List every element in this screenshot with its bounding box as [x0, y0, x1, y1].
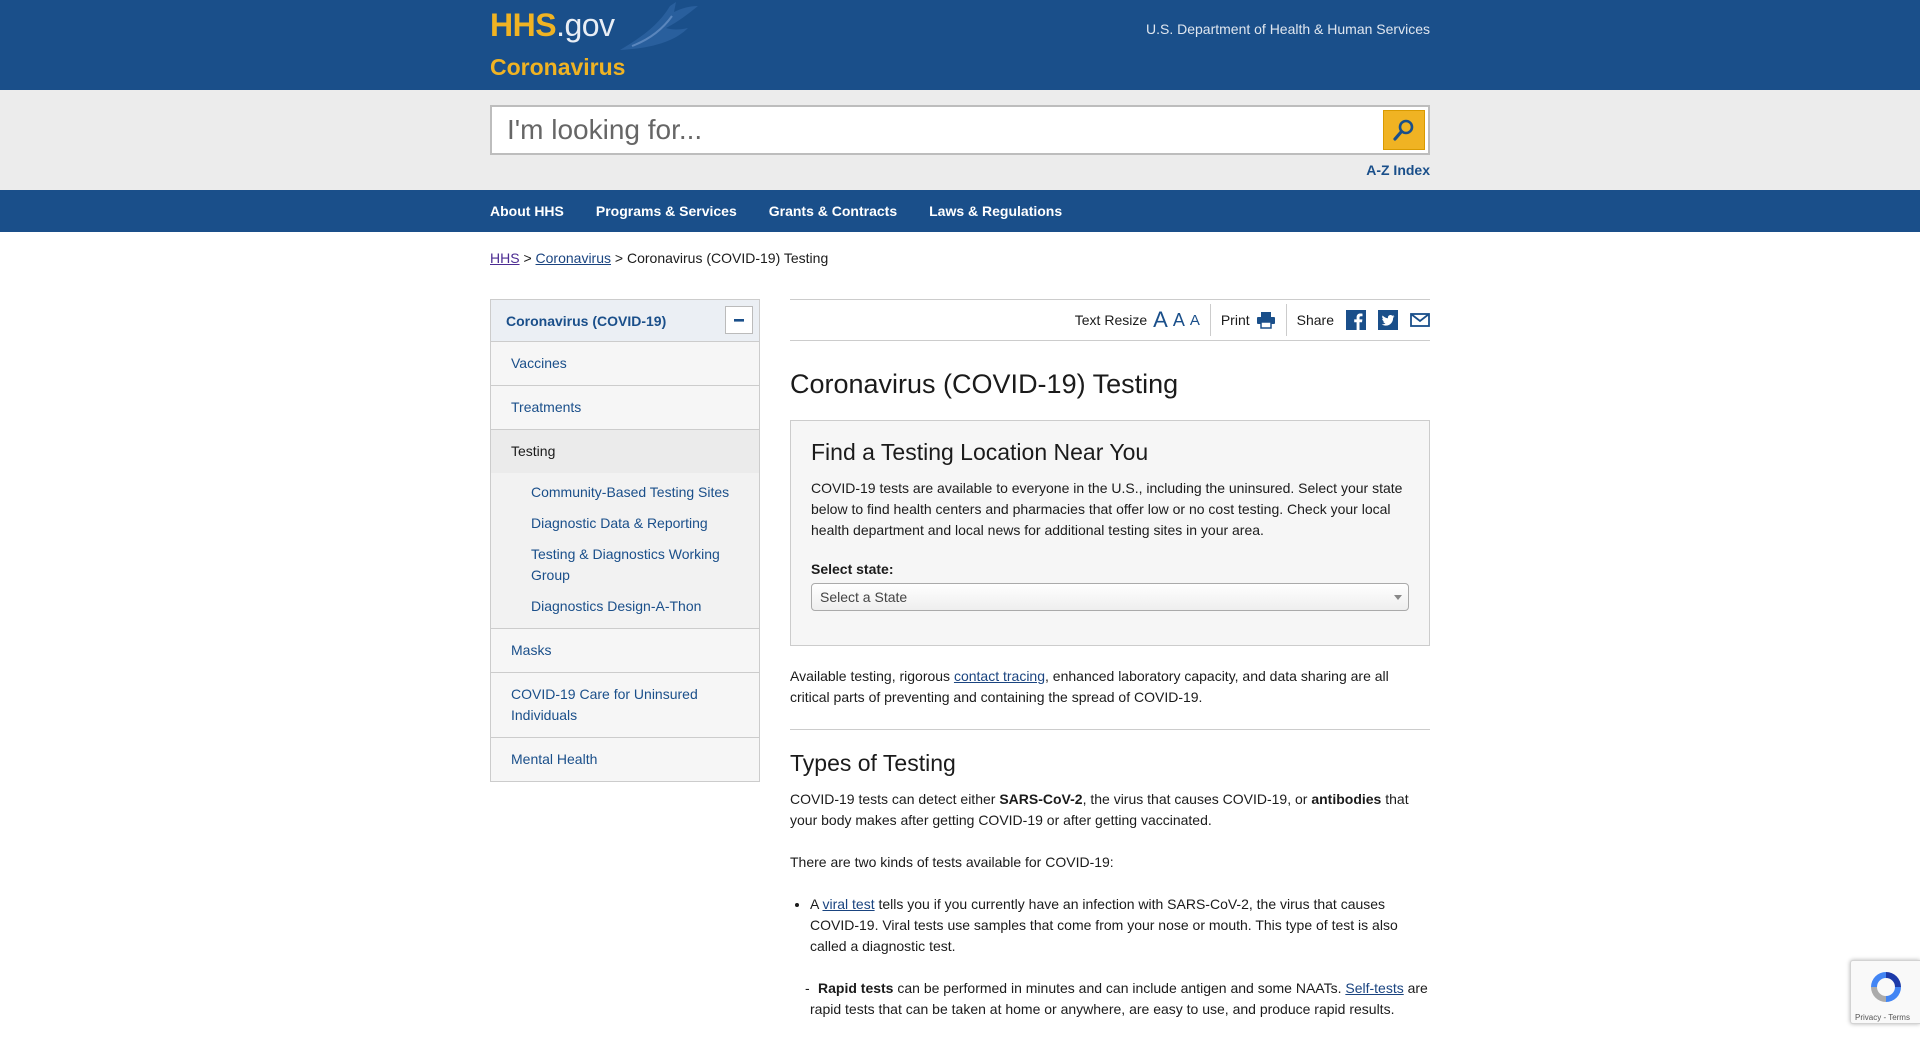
logo-main-text: HHS	[490, 7, 557, 43]
minus-icon	[733, 314, 745, 326]
main-nav	[0, 190, 1920, 232]
search-box	[490, 105, 1430, 155]
intro-text-end: , enhanced laboratory capacity, and data sharing are all critical parts of preventing and containing the spread of COVID-19.	[790, 668, 1389, 705]
types-text-1: COVID-19 tests can detect either	[790, 791, 1000, 807]
text-size-small-button[interactable]: A	[1189, 311, 1200, 329]
search-band	[0, 90, 1920, 190]
eagle-icon	[610, 0, 700, 52]
select-state-label: Select state:	[811, 561, 894, 577]
state-select[interactable]	[811, 583, 1409, 611]
facebook-share-button[interactable]	[1346, 310, 1366, 330]
list-item	[810, 894, 1430, 957]
share-tool	[1286, 304, 1430, 336]
find-testing-heading: Find a Testing Location Near You	[811, 439, 1149, 465]
text-resize-tool	[1065, 304, 1210, 336]
section-title[interactable]: Coronavirus	[490, 54, 626, 80]
twitter-share-button[interactable]	[1378, 310, 1398, 330]
rapid-text-start: can be performed in minutes and can include antigen and some NAATs.	[893, 980, 1346, 996]
sidebar-submenu	[491, 473, 759, 629]
content-area	[490, 250, 1430, 1017]
self-tests-link[interactable]: Self-tests	[1345, 980, 1404, 996]
breadcrumb	[490, 250, 1430, 270]
viral-text-end: tells you if you currently have an infection with SARS-CoV-2, the virus that causes COVID-19. Viral tests use samples that come from your nose or mouth. This type of test is also called a diagnostic test.	[810, 896, 1398, 954]
sidebar-item-masks[interactable]: Masks	[491, 629, 759, 673]
test-kinds-list	[790, 894, 1430, 957]
sidebar-item-testing[interactable]: Testing	[491, 430, 759, 473]
nav-laws-regulations[interactable]: Laws & Regulations	[929, 203, 1063, 219]
dash-bullet: -	[805, 980, 810, 996]
breadcrumb-separator: >	[614, 250, 624, 266]
testing-intro-paragraph	[790, 666, 1430, 730]
facebook-icon	[1346, 310, 1366, 330]
rapid-text-end: are rapid tests that can be taken at home or anywhere, are easy to use, and produce rapid results.	[810, 980, 1428, 1017]
sidebar-item-mental-health[interactable]: Mental Health	[491, 738, 759, 781]
antibodies-bold: antibodies	[1311, 791, 1382, 807]
text-resize-label: Text Resize	[1074, 312, 1148, 328]
sidebar-subitem-community-testing[interactable]: Community-Based Testing Sites	[531, 484, 730, 500]
find-testing-body: COVID-19 tests are available to everyone in the U.S., including the uninsured. Select your state below to find health centers and pharmacies that offer low or no cost testing. Check your local health department and local news for additional testing sites in your area.	[811, 480, 1403, 538]
nav-programs-services[interactable]: Programs & Services	[595, 203, 737, 219]
hhs-logo[interactable]	[490, 7, 615, 44]
email-icon	[1410, 313, 1430, 327]
sidebar-collapse-button[interactable]	[725, 306, 753, 334]
types-of-testing-heading: Types of Testing	[790, 750, 956, 776]
contact-tracing-link[interactable]: contact tracing	[953, 668, 1046, 684]
two-kinds-paragraph: There are two kinds of tests available for COVID-19:	[790, 854, 1114, 870]
recaptcha-icon	[1868, 969, 1904, 1005]
viral-text-start: A	[810, 896, 823, 912]
search-icon	[1392, 118, 1416, 142]
sidebar-heading-label: Coronavirus (COVID-19)	[506, 312, 667, 329]
rapid-tests-bold: Rapid tests	[818, 980, 894, 996]
nav-grants-contracts[interactable]: Grants & Contracts	[768, 203, 898, 219]
main-content	[790, 299, 1430, 1020]
recaptcha-badge[interactable]	[1850, 960, 1920, 1024]
breadcrumb-separator: >	[523, 250, 532, 266]
breadcrumb-hhs-link[interactable]: HHS	[490, 250, 520, 266]
text-size-large-button[interactable]: A	[1153, 307, 1168, 332]
page-tools	[790, 299, 1430, 341]
print-label: Print	[1220, 312, 1250, 328]
breadcrumb-current: Coronavirus (COVID-19) Testing	[626, 250, 829, 266]
sidebar-item-treatments[interactable]: Treatments	[491, 386, 759, 430]
types-paragraph	[790, 789, 1430, 831]
printer-icon	[1256, 311, 1276, 329]
types-text-3: that your body makes after getting COVID-19 or after getting vaccinated.	[790, 791, 1409, 828]
email-share-button[interactable]	[1410, 313, 1430, 327]
rapid-tests-text	[810, 980, 1428, 1017]
chevron-down-icon	[1394, 595, 1402, 600]
sidebar-item-uninsured-care[interactable]: COVID-19 Care for Uninsured Individuals	[491, 673, 759, 738]
search-button[interactable]	[1383, 110, 1425, 150]
types-text-2: , the virus that causes COVID-19, or	[1082, 791, 1312, 807]
sidebar-subitem-design-a-thon[interactable]: Diagnostics Design-A-Thon	[531, 598, 702, 614]
intro-text-start: Available testing, rigorous	[790, 668, 954, 684]
site-header	[0, 0, 1920, 90]
sidebar-subitem-diagnostic-data[interactable]: Diagnostic Data & Reporting	[531, 515, 708, 531]
sidebar-subitem-working-group[interactable]: Testing & Diagnostics Working Group	[531, 546, 720, 583]
logo-suffix-text: .gov	[556, 7, 615, 43]
rapid-tests-item	[790, 978, 1430, 1020]
department-name[interactable]: U.S. Department of Health & Human Services	[1145, 21, 1430, 37]
az-index-link[interactable]: A-Z Index	[1366, 162, 1430, 178]
page-title: Coronavirus (COVID-19) Testing	[790, 369, 1179, 399]
nav-about-hhs[interactable]: About HHS	[490, 203, 564, 219]
sidebar-heading[interactable]	[491, 300, 759, 342]
viral-test-link[interactable]: viral test	[822, 896, 875, 912]
twitter-icon	[1378, 310, 1398, 330]
share-label: Share	[1296, 312, 1334, 328]
recaptcha-footer[interactable]: Privacy - Terms	[1855, 1013, 1910, 1022]
sidebar-item-vaccines[interactable]: Vaccines	[491, 342, 759, 386]
breadcrumb-coronavirus-link[interactable]: Coronavirus	[535, 250, 612, 266]
print-tool[interactable]	[1210, 304, 1286, 336]
sars-cov-2-bold: SARS-CoV-2	[999, 791, 1083, 807]
search-input[interactable]	[492, 107, 1352, 153]
text-size-medium-button[interactable]: A	[1172, 310, 1185, 330]
sidebar	[490, 299, 760, 782]
find-testing-box	[790, 420, 1430, 646]
state-select-value: Select a State	[820, 589, 908, 605]
